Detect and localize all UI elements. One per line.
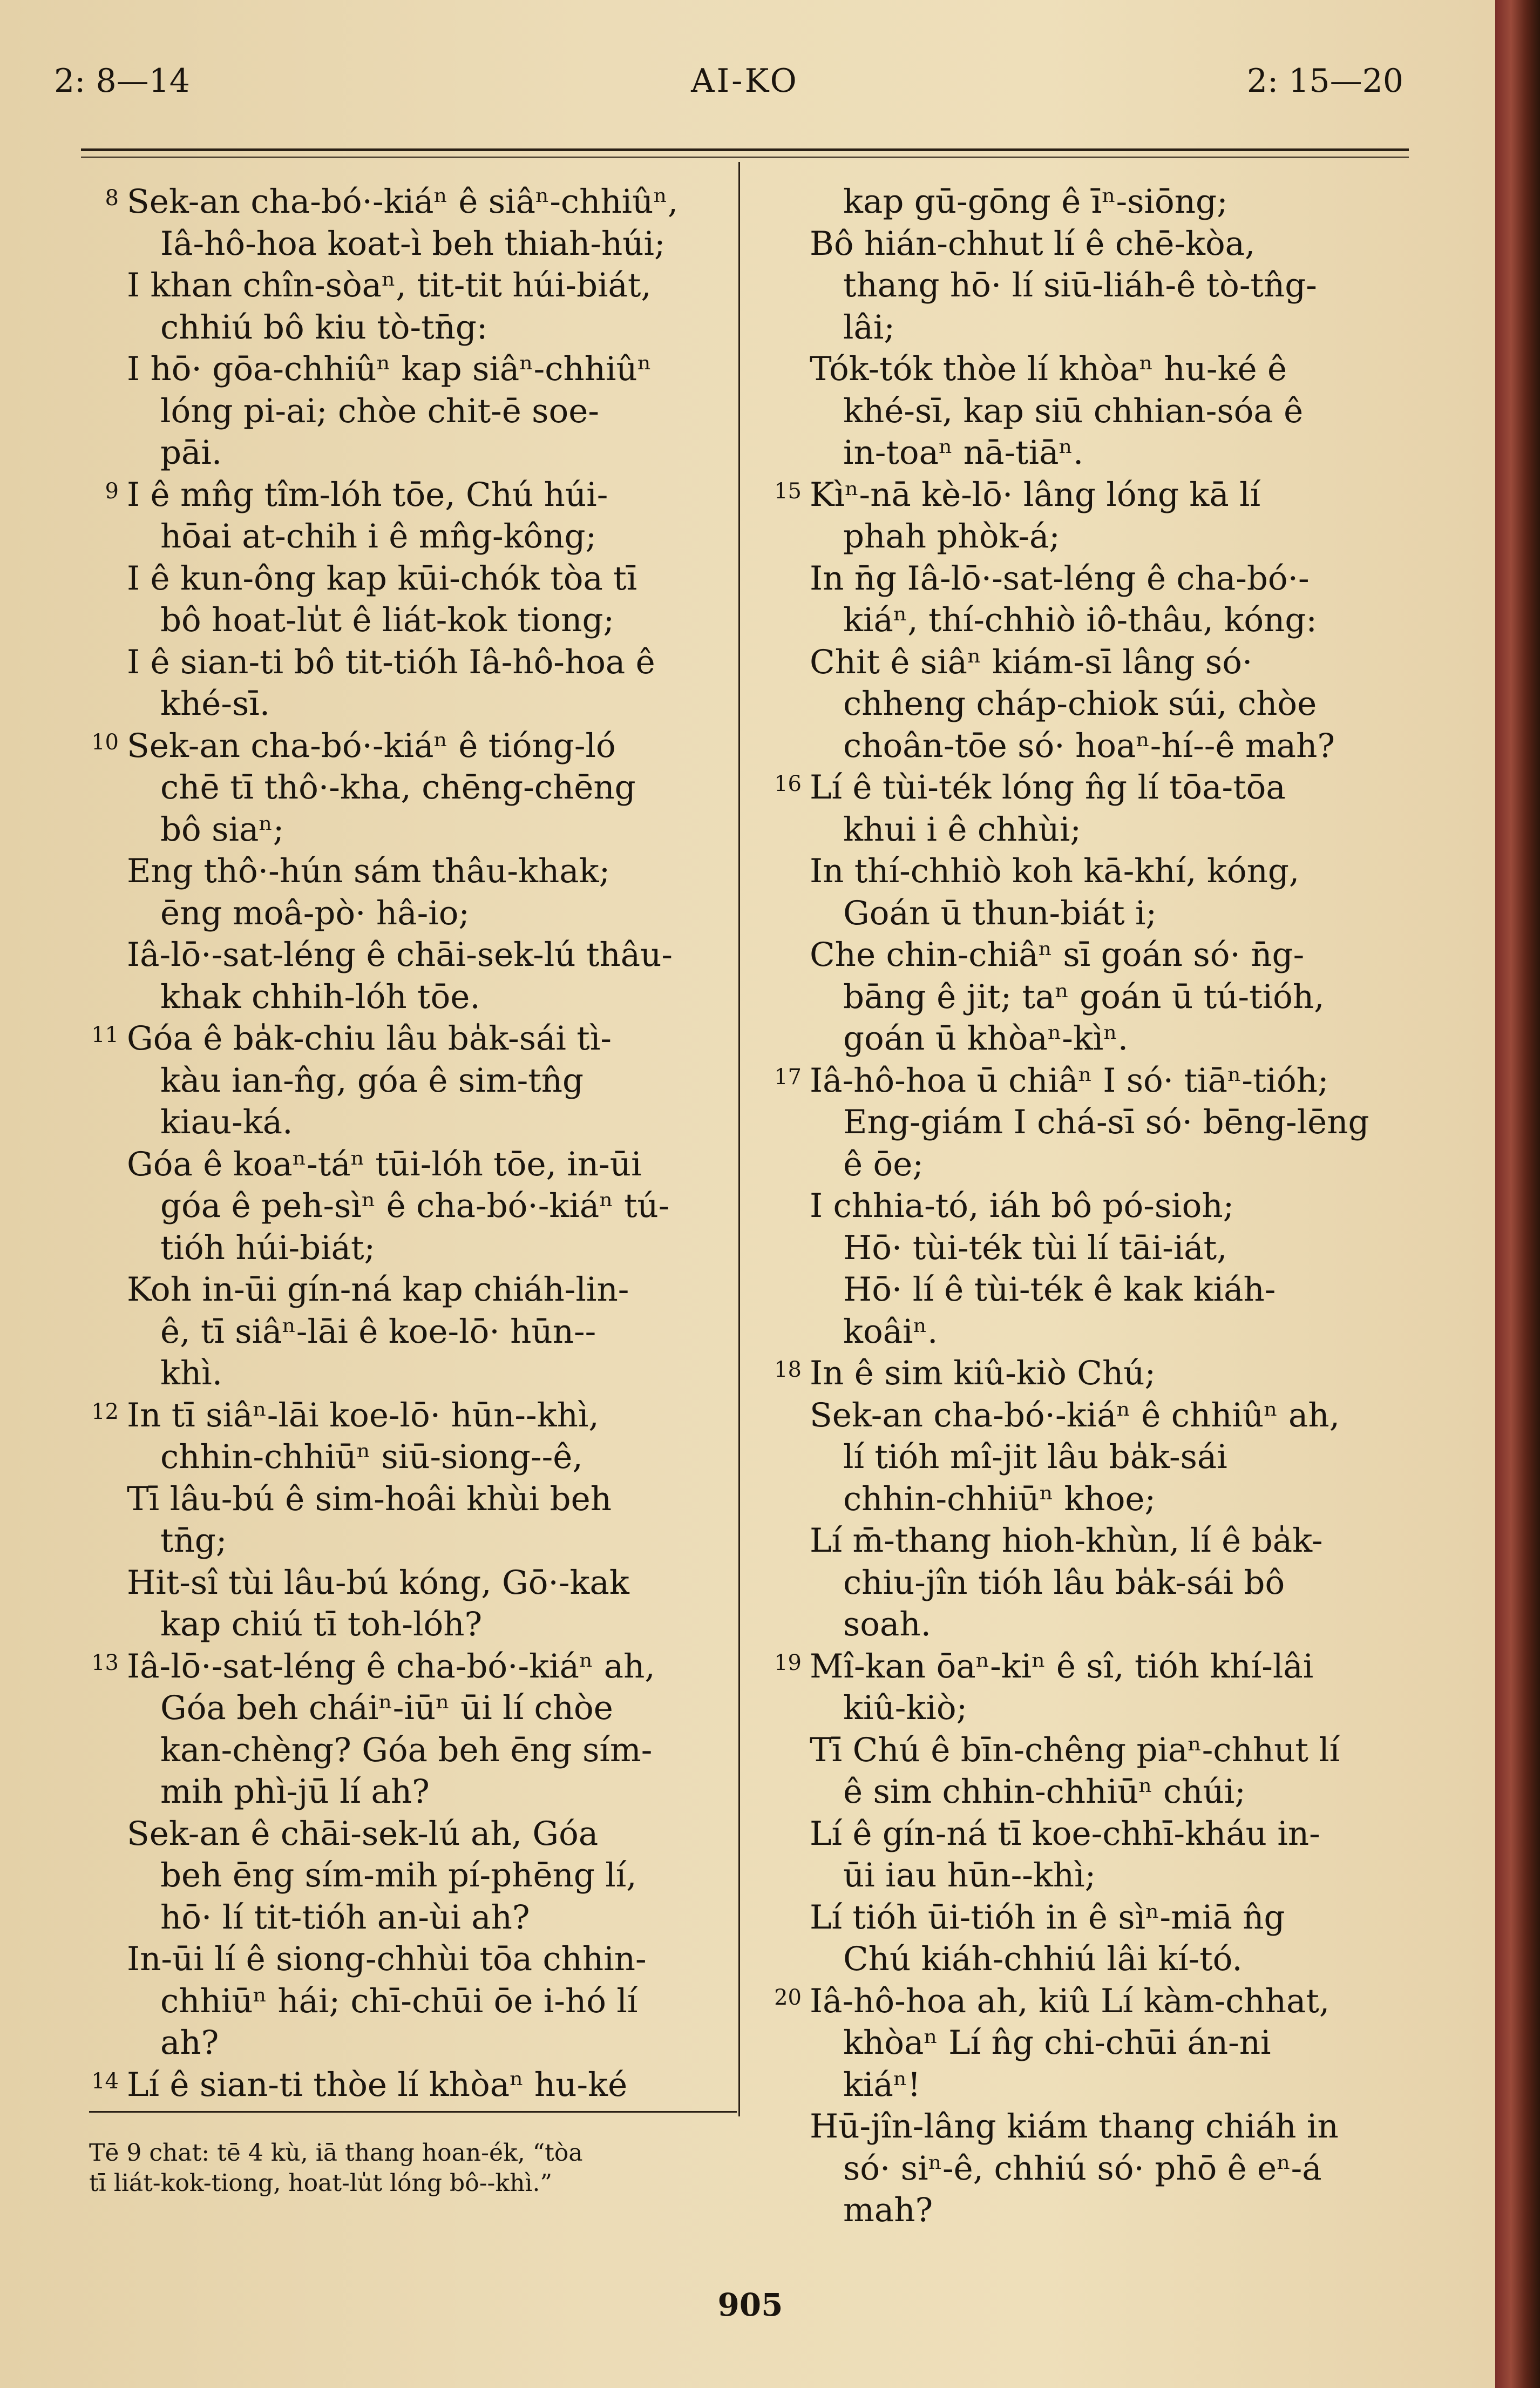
verse-line <box>810 2106 1430 2148</box>
verse-text: In thí-chhiò koh kā-khí, kóng, <box>810 852 1300 890</box>
verse-text: Che chin-chiâⁿ sī goán só· n̄g- <box>810 936 1305 974</box>
verse-number: 15 <box>774 478 802 504</box>
verse-number: 18 <box>774 1357 802 1382</box>
verse-text: khé-sī, kap siū chhian-sóa ê <box>843 391 1304 430</box>
verse-line <box>127 1520 748 1562</box>
verse-text: koâiⁿ. <box>843 1312 938 1351</box>
verse-line <box>91 1646 748 1688</box>
verse-text: Hō· tùi-ték tùi lí tāi-iát, <box>843 1228 1227 1267</box>
verse-number: 17 <box>774 1064 802 1090</box>
verse-text: hōai at-chih i ê mn̂g-kông; <box>160 517 597 556</box>
verse-line <box>127 850 748 892</box>
verse-text: pāi. <box>160 434 222 472</box>
verse-line <box>127 1478 748 1520</box>
verse-text: kàu ian-n̂g, góa ê sim-tn̂g <box>160 1061 584 1100</box>
verse-text: choân-tōe só· hoaⁿ-hí--ê mah? <box>843 726 1335 765</box>
verse-text: kiáⁿ, thí-chhiò iô-thâu, kóng: <box>843 601 1317 639</box>
verse-number: 14 <box>91 2068 119 2094</box>
verse-text: chhiūⁿ hái; chī-chūi ōe i-hó lí <box>160 1981 638 2020</box>
verse-text: Tī lâu-bú ê sim-hoâi khùi beh <box>127 1479 612 1518</box>
verse-text: ê ōe; <box>843 1145 924 1183</box>
verse-line <box>810 850 1430 892</box>
verse-line <box>127 1101 748 1144</box>
verse-line <box>91 1018 748 1060</box>
verse-line <box>127 348 748 390</box>
verse-line <box>810 1101 1430 1144</box>
verse-text: In ê sim kiû-kiò Chú; <box>810 1354 1156 1392</box>
verse-text: Tók-tók thòe lí khòaⁿ hu-ké ê <box>810 350 1287 388</box>
verse-text: I ê sian-ti bô tit-tióh Iâ-hô-hoa ê <box>127 642 655 681</box>
verse-line <box>127 892 748 935</box>
verse-text: Sek-an cha-bó·-kiáⁿ ê siâⁿ-chhiûⁿ, <box>127 182 679 221</box>
verse-text: Chit ê siâⁿ kiám-sī lâng só· <box>810 642 1253 681</box>
verse-text: Lí ê sian-ti thòe lí khòaⁿ hu-ké <box>127 2065 628 2104</box>
verse-text: kan-chèng? Góa beh ēng sím- <box>160 1730 653 1769</box>
verse-line <box>127 307 748 349</box>
verse-text: lí tióh mî-jit lâu ba̍k-sái <box>843 1438 1227 1476</box>
verse-line <box>91 1395 748 1437</box>
verse-line <box>810 1604 1430 1646</box>
verse-line <box>810 1938 1430 1980</box>
verse-text: in-toaⁿ nā-tiāⁿ. <box>843 434 1084 472</box>
verse-line <box>127 1855 748 1897</box>
verse-line <box>810 1227 1430 1269</box>
verse-text: ēng moâ-pò· hâ-io; <box>160 894 470 932</box>
verse-line <box>810 1855 1430 1897</box>
verse-line <box>127 516 748 558</box>
verse-text: khì. <box>160 1354 223 1392</box>
verse-number: 8 <box>105 186 119 211</box>
verse-text: chhiú bô kiu tò-tn̄g: <box>160 308 488 347</box>
verse-line <box>810 390 1430 432</box>
verse-text: kiau-ká. <box>160 1103 293 1141</box>
verse-text: mah? <box>843 2191 933 2229</box>
verse-line <box>810 809 1430 851</box>
verse-line <box>127 1938 748 1980</box>
verse-line <box>127 558 748 600</box>
verse-line <box>127 1436 748 1478</box>
verse-text: Góa ê ba̍k-chiu lâu ba̍k-sái tì- <box>127 1019 612 1058</box>
verse-text: I khan chîn-sòaⁿ, tit-tit húi-biát, <box>127 266 652 305</box>
verse-number: 16 <box>774 772 802 796</box>
verse-line <box>127 1227 748 1269</box>
verse-line <box>810 1897 1430 1939</box>
verse-line <box>127 223 748 265</box>
verse-line <box>810 641 1430 684</box>
verse-line <box>810 725 1430 767</box>
verse-text: In n̄g Iâ-lō·-sat-léng ê cha-bó·- <box>810 559 1310 598</box>
verse-text: I chhia-tó, iáh bô pó-sioh; <box>810 1187 1234 1225</box>
verse-line <box>810 934 1430 976</box>
verse-line <box>810 2022 1430 2064</box>
verse-line <box>810 599 1430 641</box>
verse-line <box>127 1604 748 1646</box>
left-column <box>91 181 748 2106</box>
verse-text: In tī siâⁿ-lāi koe-lō· hūn--khì, <box>127 1396 599 1435</box>
verse-text: bāng ê jit; taⁿ goán ū tú-tióh, <box>843 977 1325 1016</box>
verse-text: kap chiú tī toh-lóh? <box>160 1605 483 1643</box>
verse-text: Chú kiáh-chhiú lâi kí-tó. <box>843 1940 1243 1978</box>
verse-text: Tī Chú ê bīn-chêng piaⁿ-chhut lí <box>810 1730 1340 1769</box>
verse-line <box>127 599 748 641</box>
right-column <box>774 181 1430 2231</box>
verse-text: chē tī thô·-kha, chēng-chēng <box>160 768 636 807</box>
verse-text: Hū-jîn-lâng kiám thang chiáh in <box>810 2107 1339 2146</box>
verse-text: phah phòk-á; <box>843 517 1060 556</box>
verse-line <box>810 1018 1430 1060</box>
verse-text: Hit-sî tùi lâu-bú kóng, Gō·-kak <box>127 1563 629 1602</box>
verse-text: hō· lí tit-tióh an-ùi ah? <box>160 1898 530 1937</box>
verse-line <box>127 683 748 725</box>
verse-line <box>127 1144 748 1186</box>
verse-text: Iâ-lō·-sat-léng ê cha-bó·-kiáⁿ ah, <box>127 1647 655 1686</box>
verse-line <box>127 1311 748 1353</box>
verse-line <box>127 976 748 1018</box>
verse-line <box>105 181 748 223</box>
verse-number: 10 <box>91 729 119 755</box>
verse-text: só· siⁿ-ê, chhiú só· phō ê eⁿ-á <box>843 2149 1322 2188</box>
verse-text: Mî-kan ōaⁿ-kiⁿ ê sî, tióh khí-lâi <box>810 1647 1314 1686</box>
verse-text: I ê mn̂g tîm-lóh tōe, Chú húi- <box>127 475 608 514</box>
verse-line <box>810 2189 1430 2231</box>
verse-line <box>810 1520 1430 1562</box>
verse-line <box>810 558 1430 600</box>
verse-line <box>127 1771 748 1813</box>
verse-line <box>127 1352 748 1395</box>
verse-line <box>127 1185 748 1227</box>
verse-text: khòaⁿ Lí n̂g chi-chūi án-ni <box>843 2024 1271 2062</box>
verse-line <box>127 2022 748 2064</box>
verse-text: Góa beh cháiⁿ-iūⁿ ūi lí chòe <box>160 1689 613 1727</box>
verse-line <box>127 1980 748 2022</box>
verse-text: Iâ-hô-hoa ah, kiû Lí kàm-chhat, <box>810 1981 1330 2020</box>
verse-text: Lí ê gín-ná tī koe-chhī-kháu in- <box>810 1814 1320 1853</box>
verse-text: kiáⁿ! <box>843 2065 921 2104</box>
verse-text: thang hō· lí siū-liáh-ê tò-tn̂g- <box>843 266 1317 305</box>
verse-text: Eng-giám I chá-sī só· bēng-lēng <box>843 1103 1369 1141</box>
verse-line <box>127 767 748 809</box>
verse-text: Sek-an cha-bó·-kiáⁿ ê tióng-ló <box>127 726 616 765</box>
verse-text: Lí tióh ūi-tióh in ê sìⁿ-miā n̂g <box>810 1898 1285 1937</box>
verse-line <box>810 181 1430 223</box>
verse-text: Iâ-hô-hoa koat-ì beh thiah-húi; <box>160 224 666 263</box>
verse-text: lóng pi-ai; chòe chit-ē soe- <box>160 391 599 430</box>
verse-line <box>774 1060 1430 1102</box>
verse-line <box>105 474 748 516</box>
verse-text: ê, tī siâⁿ-lāi ê koe-lō· hūn-- <box>160 1312 596 1351</box>
verse-line <box>810 1813 1430 1855</box>
verse-line <box>810 1562 1430 1604</box>
verse-text: I hō· gōa-chhiûⁿ kap siâⁿ-chhiûⁿ <box>127 350 652 388</box>
verse-text: chiu-jîn tióh lâu ba̍k-sái bô <box>843 1563 1285 1602</box>
verse-line <box>91 2064 748 2106</box>
verse-text: Hō· lí ê tùi-ték ê kak kiáh- <box>843 1270 1276 1309</box>
verse-text: tn̄g; <box>160 1521 227 1560</box>
verse-text: tióh húi-biát; <box>160 1228 376 1267</box>
verse-line <box>91 725 748 767</box>
verse-line <box>810 2064 1430 2106</box>
verse-text: I ê kun-ông kap kūi-chók tòa tī <box>127 559 637 598</box>
verse-text: Sek-an cha-bó·-kiáⁿ ê chhiûⁿ ah, <box>810 1396 1340 1435</box>
header-book-title: AI-KO <box>691 62 799 100</box>
verse-text: chhin-chhiūⁿ siū-siong--ê, <box>160 1438 583 1476</box>
verse-line <box>810 1185 1430 1227</box>
verse-text: khak chhih-lóh tōe. <box>160 977 480 1016</box>
verse-text: Lí m̄-thang hioh-khùn, lí ê ba̍k- <box>810 1521 1323 1560</box>
verse-line <box>810 976 1430 1018</box>
verse-line <box>810 265 1430 307</box>
verse-line <box>127 641 748 684</box>
verse-line <box>810 516 1430 558</box>
verse-number: 12 <box>91 1399 119 1424</box>
verse-text: beh ēng sím-mih pí-phēng lí, <box>160 1856 637 1895</box>
verse-text: kap gū-gōng ê īⁿ-siōng; <box>843 182 1228 221</box>
book-edge <box>1495 0 1540 2388</box>
verse-line <box>127 934 748 976</box>
verse-text: Kìⁿ-nā kè-lō· lâng lóng kā lí <box>810 475 1261 514</box>
verse-line <box>810 1771 1430 1813</box>
verse-text: Góa ê koaⁿ-táⁿ tūi-lóh tōe, in-ūi <box>127 1145 642 1183</box>
verse-line <box>810 1478 1430 1520</box>
verse-text: Eng thô·-hún sám thâu-khak; <box>127 852 610 890</box>
verse-line <box>810 1436 1430 1478</box>
verse-line <box>127 390 748 432</box>
page-number: 905 <box>717 2286 783 2323</box>
footnote <box>89 2138 737 2198</box>
footnote-line: tī liát-kok-tiong, hoat-lu̍t lóng bô--khì.” <box>89 2169 552 2197</box>
verse-text: Lí ê tùi-ték lóng n̂g lí tōa-tōa <box>810 768 1286 807</box>
verse-text: Koh in-ūi gín-ná kap chiáh-lin- <box>127 1270 629 1309</box>
verse-text: Bô hián-chhut lí ê chē-kòa, <box>810 224 1256 263</box>
verse-line <box>127 1269 748 1311</box>
verse-line <box>810 1687 1430 1729</box>
verse-line <box>774 1980 1430 2022</box>
verse-line <box>810 1311 1430 1353</box>
verse-text: ê sim chhin-chhiūⁿ chúi; <box>843 1773 1246 1811</box>
verse-line <box>774 1646 1430 1688</box>
verse-text: bô siaⁿ; <box>160 810 284 849</box>
footnote-line: Tē 9 chat: tē 4 kù, iā thang hoan-ék, “tòa <box>89 2139 583 2167</box>
verse-line <box>127 1897 748 1939</box>
verse-text: Goán ū thun-biát i; <box>843 894 1157 932</box>
verse-line <box>127 809 748 851</box>
verse-line <box>810 1395 1430 1437</box>
verse-line <box>127 265 748 307</box>
verse-text: goán ū khòaⁿ-kìⁿ. <box>843 1019 1129 1058</box>
verse-line <box>127 1060 748 1102</box>
footnote-rule <box>89 2111 737 2113</box>
verse-text: khé-sī. <box>160 685 270 723</box>
verse-number: 19 <box>774 1650 802 1675</box>
verse-text: góa ê peh-sìⁿ ê cha-bó·-kiáⁿ tú- <box>160 1187 670 1225</box>
header-rule <box>81 148 1409 151</box>
verse-text: ah? <box>160 2024 219 2062</box>
verse-number: 20 <box>774 1985 802 2010</box>
verse-text: bô hoat-lu̍t ê liát-kok tiong; <box>160 601 615 639</box>
verse-line <box>810 348 1430 390</box>
verse-line <box>127 1729 748 1771</box>
verse-text: lâi; <box>843 308 895 347</box>
verse-number: 9 <box>105 478 119 504</box>
verse-text: khui i ê chhùi; <box>843 810 1081 849</box>
verse-line <box>810 892 1430 935</box>
header-rule-thin <box>81 157 1409 158</box>
verse-text: Iâ-lō·-sat-léng ê chāi-sek-lú thâu- <box>127 936 673 974</box>
verse-line <box>810 1729 1430 1771</box>
verse-line <box>774 767 1430 809</box>
verse-line <box>774 1352 1430 1395</box>
verse-number: 13 <box>91 1650 119 1675</box>
verse-text: ūi iau hūn--khì; <box>843 1856 1096 1895</box>
verse-line <box>127 432 748 474</box>
verse-line <box>810 1144 1430 1186</box>
verse-line <box>810 307 1430 349</box>
verse-line <box>810 683 1430 725</box>
verse-text: chhin-chhiūⁿ khoe; <box>843 1479 1156 1518</box>
verse-line <box>810 2148 1430 2190</box>
verse-number: 11 <box>91 1023 119 1047</box>
verse-line <box>810 432 1430 474</box>
verse-line <box>127 1562 748 1604</box>
verse-line <box>774 474 1430 516</box>
verse-text: soah. <box>843 1605 932 1643</box>
verse-line <box>810 1269 1430 1311</box>
verse-text: mih phì-jū lí ah? <box>160 1773 430 1811</box>
verse-text: kiû-kiò; <box>843 1689 968 1727</box>
verse-text: In-ūi lí ê siong-chhùi tōa chhin- <box>127 1940 647 1978</box>
verse-text: chheng cháp-chiok súi, chòe <box>843 685 1317 723</box>
verse-line <box>127 1813 748 1855</box>
verse-text: Sek-an ê chāi-sek-lú ah, Góa <box>127 1814 599 1853</box>
verse-line <box>810 223 1430 265</box>
verse-line <box>127 1687 748 1729</box>
header-chapter-range-right: 2: 15—20 <box>1246 62 1403 100</box>
header-chapter-range-left: 2: 8—14 <box>54 62 190 100</box>
verse-text: Iâ-hô-hoa ū chiâⁿ I só· tiāⁿ-tióh; <box>810 1061 1329 1100</box>
